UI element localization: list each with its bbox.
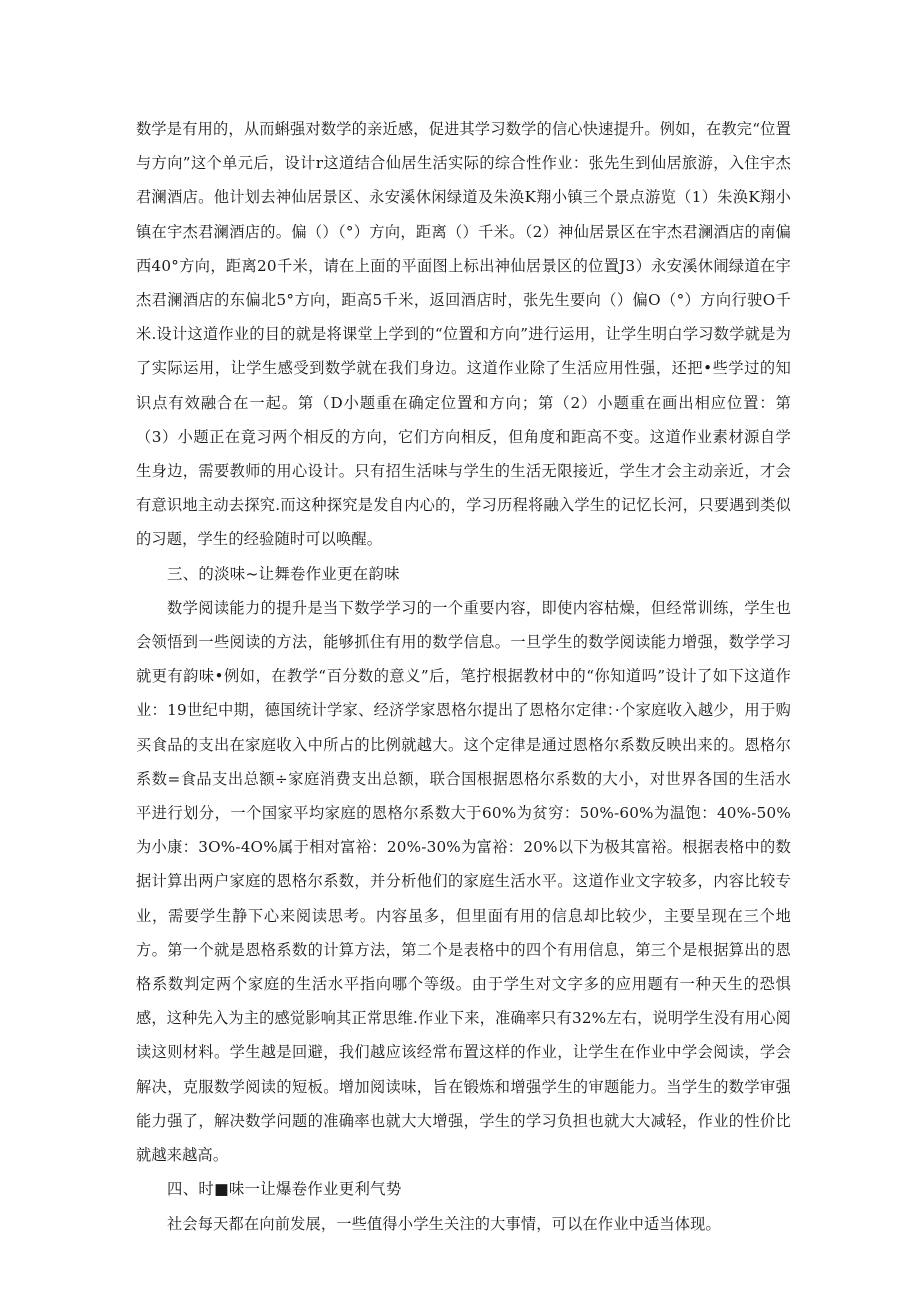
section-heading-3: 三、的淡味~让舞卷作业更在韵味 [167, 564, 400, 583]
body-paragraph-1: 数学是有用的，从而蝌强对数学的亲近感，促进其学习数学的信心快速提升。例如，在教完“位置与方向”这个单元后，设计r这道结合仙居生活实际的综合性作业：张先生到仙居旅游，入住宇杰君澜酒店。他计划去神仙居景区、永安溪休闲绿道及朱涣K翔小镇三个景点游览（1）朱涣K翔小镇在宇杰君澜酒店的。偏（）（°）方向，距离（）千米。（2）神仙居景区在宇杰君澜酒店的南偏西40°方向，距离20千米，请在上面的平面图上标出神仙居景区的位置J3）永安溪休闹绿道在宇杰君澜酒店的东偏北5°方向，距高5千米，返回酒店时，张先生要向（）偏O（°）方向行驶O千米.设计这道作业的目的就是将课堂上学到的“位置和方向”进行运用，让学生明白学习数学就是为了实际运用，让学生感受到数学就在我们身边。这道作业除了生活应用性强，还把•些学过的知识点有效融合在一起。第（D小题重在确定位置和方向；第（2）小题重在画出相应位置：第（3）小题正在竟习两个相反的方向，它们方向相反，但角度和距高不变。这道作业素材源自学生身边，需要教师的用心设计。只有招生活味与学生的生活无限接近，学生才会主动亲近，才会有意识地主动去探究.而这种探究是发自内心的，学习历程将融入学生的记忆长河，只要遇到类似的习题，学生的经验随时可以唤醒。 [136, 120, 791, 549]
document-page [136, 112, 791, 1241]
section-heading-4: 四、时■味一让爆卷作业更利气势 [167, 1180, 402, 1199]
body-paragraph-3: 社会每天都在向前发展，一些值得小学生关注的大事情，可以在作业中适当体现。 [167, 1214, 721, 1233]
body-paragraph-2: 数学阅读能力的提升是当下数学学习的一个重要内容，即使内容枯燥，但经常训练，学生也会领悟到一些阅读的方法，能够抓住有用的数学信息。一旦学生的数学阅读能力增强，数学学习就更有韵味•例如，在教学“百分数的意义”后，笔拧根据教材中的“你知道吗”设计了如下这道作业：19世纪中期，德国统计学家、经济学家恩格尔提出了恩格尔定律：·个家庭收入越少，用于购买食品的支出在家庭收入中所占的比例就越大。这个定律是通过恩格尔系数反映出来的。恩格尔系数=食品支出总额÷家庭消费支出总额，联合国根据恩格尔系数的大小，对世界各国的生活水平进行划分，一个国家平均家庭的恩格尔系数大于60%为贫穷：50%-60%为温饱：40%-50%为小康：3O%-4O%属于相对富裕：20%-30%为富裕：20%以下为极其富裕。根据表格中的数据计算出两户家庭的恩格尔系数，并分析他们的家庭生活水平。这道作业文字较多，内容比较专业，需要学生静下心来阅读思考。内容虽多，但里面有用的信息却比较少，主要呈现在三个地方。第一个就是恩格系数的计算方法，第二个是表格中的四个有用信息，第三个是根据算出的恩格系数判定两个家庭的生活水平指向哪个等级。由于学生对文字多的应用题有一种天生的恐惧感，这种先入为主的感觉影响其正常思维.作业下来，准确率只有32%左右，说明学生没有用心阅读这则材料。学生越是回避，我们越应该经常布置这样的作业，让学生在作业中学会阅读，学会解决，克服数学阅读的短板。增加阅读味，旨在锻炼和增强学生的审题能力。当学生的数学审强能力强了，解决数学问题的准确率也就大大增强，学生的学习负担也就大大减轻，作业的性价比就越来越高。 [136, 598, 791, 1165]
